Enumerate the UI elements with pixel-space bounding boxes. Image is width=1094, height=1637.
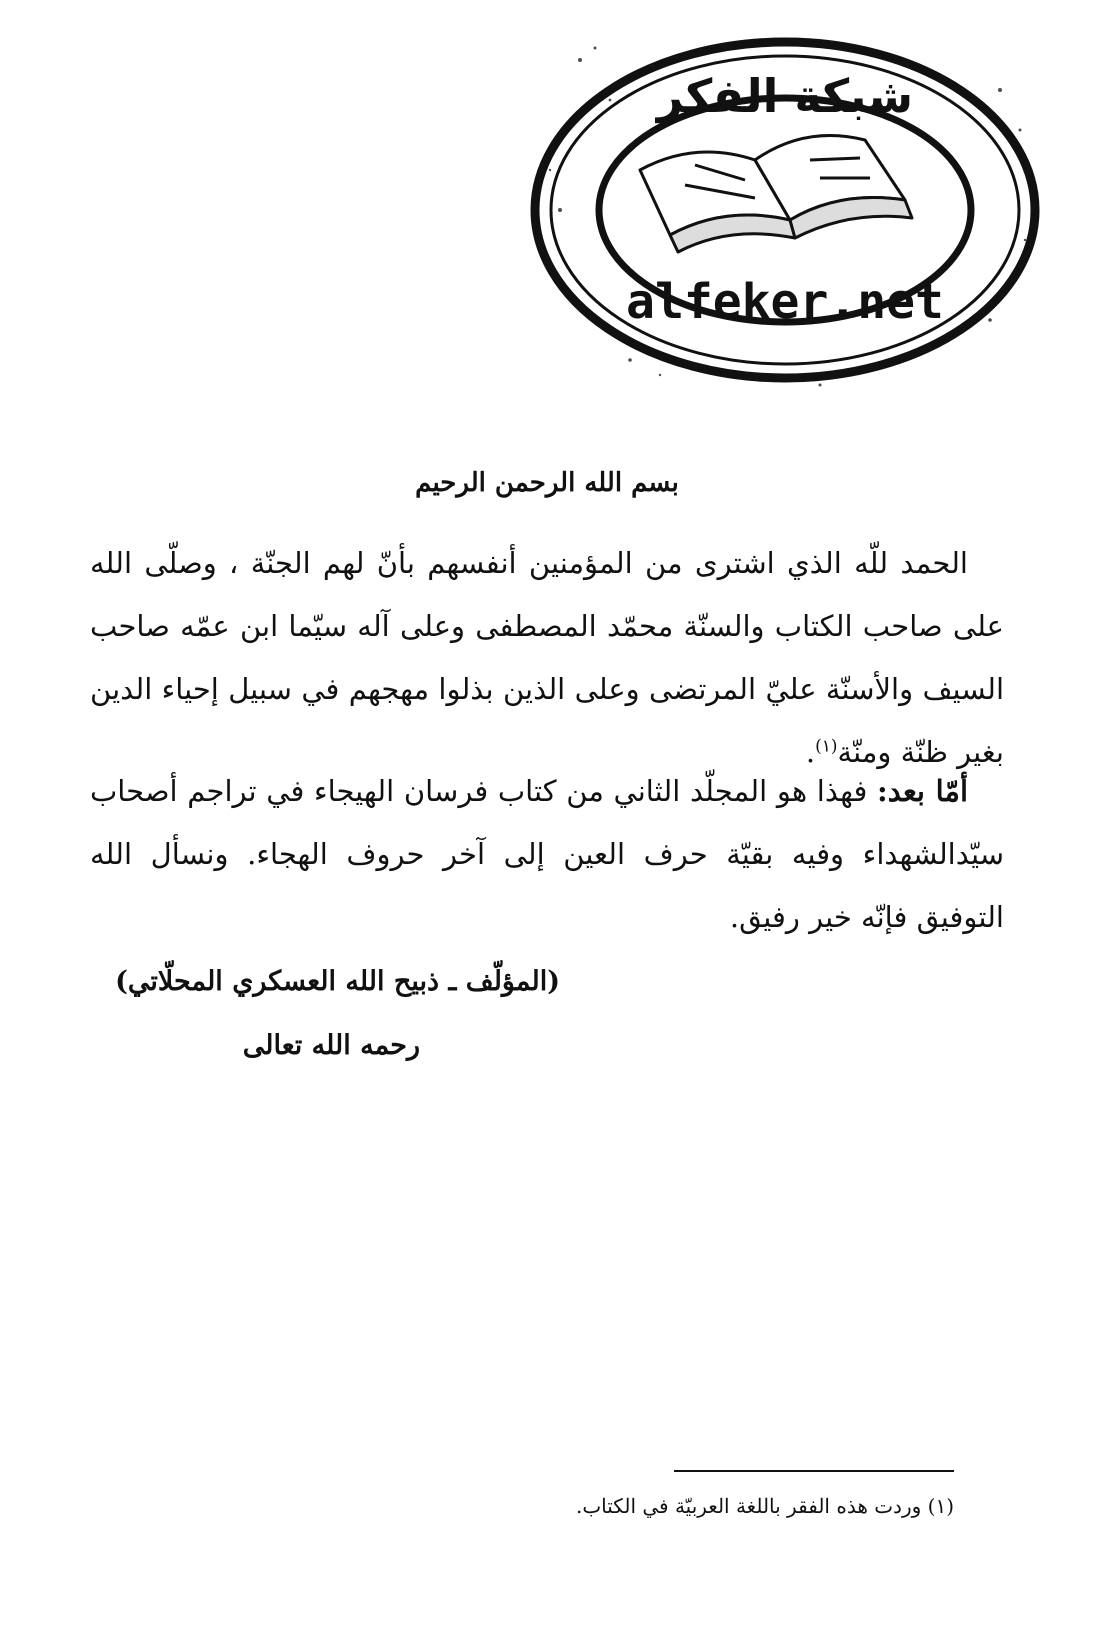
intro-paragraph-end: . xyxy=(805,735,816,769)
intro-paragraph-block xyxy=(90,532,1004,784)
footnote-reference: (١) xyxy=(815,736,838,757)
site-stamp-logo xyxy=(520,20,1050,400)
paragraph-lead: أمّا بعد: xyxy=(877,774,968,808)
main-paragraph xyxy=(90,760,1004,949)
stamp-latin-text: alfeker.net xyxy=(626,274,944,330)
basmala-heading: بسم الله الرحمن الرحيم xyxy=(415,468,679,498)
footnote-text: وردت هذه الفقر باللغة العربيّة في الكتاب. xyxy=(575,1494,928,1518)
footnote-divider xyxy=(674,1470,954,1472)
author-name: (المؤلّف ـ ذبيح الله العسكري المحلّاتي) xyxy=(115,966,560,997)
main-paragraph-block xyxy=(90,760,1004,949)
intro-paragraph-text: الحمد للّه الذي اشترى من المؤمنين أنفسهم بأنّ لهم الجنّة ، وصلّى الله على صاحب الكتاب والسنّة محمّد المصطفى وعلى آله سيّما ابن عمّه صاحب السيف والأسنّة عليّ المرتضى وعلى الذين بذلوا مهجهم في سبيل إحياء الدين بغير ظنّة ومنّة xyxy=(90,546,1004,769)
footnote-marker: (١) xyxy=(927,1494,954,1518)
author-signature xyxy=(90,950,560,1078)
author-blessing: رحمه الله تعالى xyxy=(242,1030,420,1061)
intro-paragraph xyxy=(90,532,1004,784)
footnote xyxy=(354,1494,954,1518)
open-book-icon xyxy=(640,136,912,253)
main-paragraph-text: فهذا هو المجلّد الثاني من كتاب فرسان الهيجاء في تراجم أصحاب سيّدالشهداء وفيه بقيّة حرف العين إلى آخر حروف الهجاء. ونسأل الله التوفيق فإنّه خير رفيق. xyxy=(90,774,1004,934)
stamp-arabic-text: شبكة الفكر xyxy=(656,69,914,123)
